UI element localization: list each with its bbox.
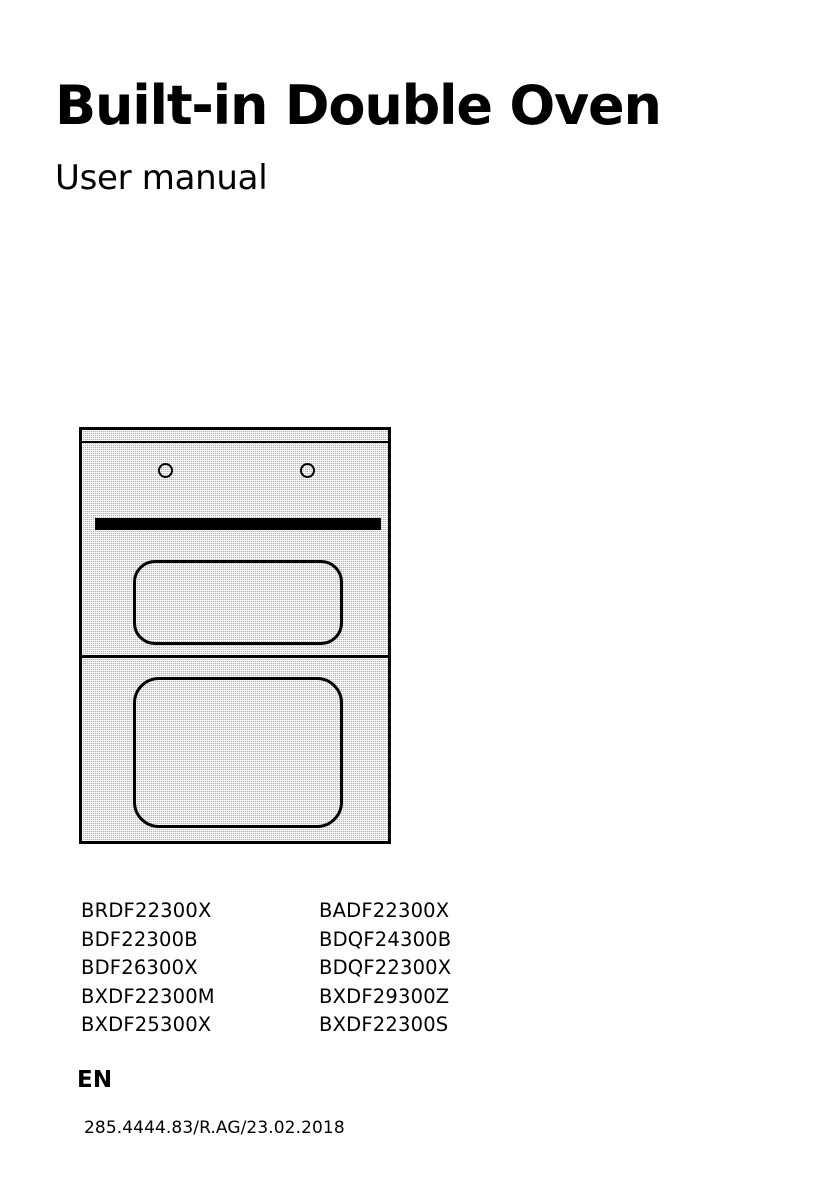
model-row [81, 926, 501, 955]
model-code: BXDF22300M [81, 984, 215, 1008]
model-code: BXDF29300Z [319, 984, 450, 1008]
model-code: BXDF22300S [319, 1013, 449, 1036]
page-title: Built-in Double Oven [55, 74, 661, 137]
model-row [81, 897, 501, 926]
right-control-knob-icon [300, 463, 315, 478]
model-number-list [81, 897, 501, 1040]
page-subtitle: User manual [55, 158, 268, 198]
model-row [81, 1011, 501, 1040]
oven-body [79, 427, 391, 844]
oven-top-trim [82, 441, 388, 443]
model-code: BXDF25300X [81, 1013, 212, 1036]
left-control-knob-icon [158, 463, 173, 478]
model-code: BDQF24300B [319, 927, 452, 951]
model-row [81, 983, 501, 1012]
language-code: EN [77, 1067, 113, 1093]
top-oven-door-window [133, 560, 343, 645]
model-code: BDF26300X [81, 956, 198, 979]
oven-cavity-divider [82, 655, 388, 658]
model-code: BRDF22300X [81, 899, 212, 922]
control-panel-handle [95, 518, 381, 530]
document-reference: 285.4444.83/R.AG/23.02.2018 [84, 1118, 345, 1138]
model-code: BADF22300X [319, 899, 450, 922]
model-row [81, 954, 501, 983]
model-code: BDQF22300X [319, 956, 452, 979]
bottom-oven-door-window [133, 677, 343, 828]
model-code: BDF22300B [81, 927, 198, 951]
oven-illustration [79, 427, 391, 844]
